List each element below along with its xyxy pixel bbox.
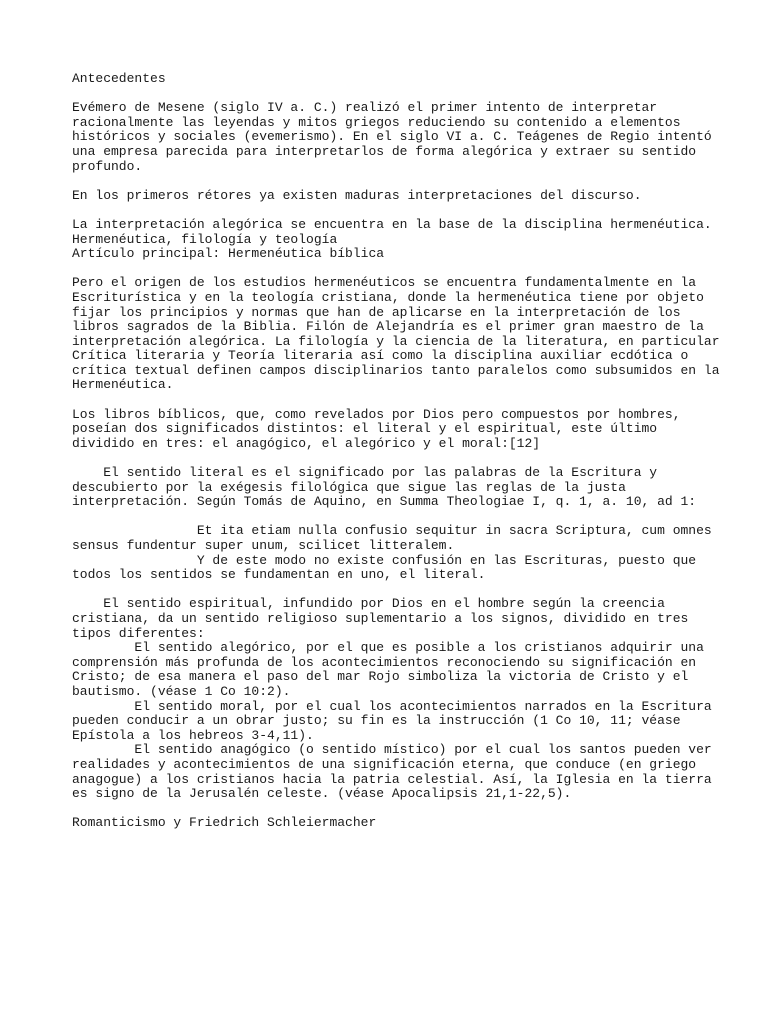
text-line: El sentido alegórico, por el que es posible a los cristianos adquirir una: [72, 640, 704, 656]
text-line: realidades y acontecimientos de una significación eterna, que conduce (en griego: [72, 756, 697, 772]
paragraph-evemero: [72, 101, 712, 174]
text-line: Cristo; de esa manera el paso del mar Rojo simboliza la victoria de Cristo y el: [72, 669, 689, 685]
section-heading-antecedentes: Antecedentes: [72, 71, 166, 86]
text-line: es signo de la Jerusalén celeste. (véase Apocalipsis 21,1-22,5).: [72, 786, 572, 802]
paragraph-origen: [72, 275, 720, 393]
text-line: interpretación. Según Tomás de Aquino, en Summa Theologiae I, q. 1, a. 10, ad 1:: [72, 494, 697, 510]
document-page: [72, 71, 720, 831]
text-line: cristiana, da un sentido religioso suplementario a los signos, dividido en tres: [72, 610, 689, 626]
paragraph-sentido-literal: [72, 466, 712, 510]
paragraph-sentido-espiritual: [72, 597, 712, 641]
blank-line: [72, 510, 712, 525]
text-line: El sentido espiritual, infundido por Dios en el hombre según la creencia: [72, 596, 665, 612]
text-line: profundo.: [72, 158, 143, 174]
text-line: comprensión más profunda de los acontecimientos reconociendo su significación en: [72, 654, 697, 670]
blank-line: [72, 802, 712, 817]
paragraph-sentido-alegorico: [72, 641, 712, 699]
text-line: tipos diferentes:: [72, 625, 205, 641]
blank-line: [72, 87, 712, 102]
section-heading-hermeneutica: Hermenéutica, filología y teología: [72, 231, 338, 247]
text-line: una empresa parecida para interpretarlos de forma alegórica y extraer su sentido: [72, 143, 697, 159]
blank-line: [72, 262, 712, 277]
section-heading-romanticismo: Romanticismo y Friedrich Schleiermacher: [72, 815, 377, 831]
text-line: Et ita etiam nulla confusio sequitur in sacra Scriptura, cum omnes: [72, 523, 712, 539]
text-line: todos los sentidos se fundamentan en uno, el literal.: [72, 567, 486, 583]
text-line: bautismo. (véase 1 Co 10:2).: [72, 683, 291, 699]
text-line: anagogue) a los cristianos hacia la patria celestial. Así, la Iglesia en la tierra: [72, 771, 712, 787]
text-line: Crítica literaria y Teoría literaria así como la disciplina auxiliar ecdótica o: [72, 348, 689, 364]
text-line: sensus fundentur super unum, scilicet litteralem.: [72, 538, 455, 553]
text-line: crítica textual definen campos disciplinarios tanto paralelos como subsumidos en la: [72, 362, 720, 378]
text-line: El sentido literal es el significado por las palabras de la Escritura y: [72, 465, 658, 481]
text-line: Los libros bíblicos, que, como revelados por Dios pero compuestos por hombres,: [72, 406, 681, 422]
text-line: poseían dos significados distintos: el literal y el espiritual, este último: [72, 421, 658, 437]
blank-line: [72, 583, 712, 598]
paragraph-alegorica: La interpretación alegórica se encuentra en la base de la disciplina hermenéutica.: [72, 216, 712, 232]
text-line: Pero el origen de los estudios hermenéuticos se encuentra fundamentalmente en la: [72, 275, 697, 291]
text-line: Y de este modo no existe confusión en las Escrituras, puesto que: [72, 552, 697, 568]
paragraph-libros-biblicos: [72, 408, 712, 452]
main-article-link: Artículo principal: Hermenéutica bíblica: [72, 246, 385, 262]
text-line: Epístola a los hebreos 3-4,11).: [72, 727, 314, 743]
text-line: descubierto por la exégesis filológica que sigue las reglas de la justa: [72, 479, 626, 495]
text-line: racionalmente las leyendas y mitos griegos reduciendo su contenido a elementos: [72, 114, 681, 130]
text-line: Escriturística y en la teología cristiana, donde la hermenéutica tiene por objeto: [72, 289, 704, 305]
paragraph-sentido-moral: [72, 700, 712, 744]
text-line: Hermenéutica.: [72, 377, 174, 393]
text-line: El sentido moral, por el cual los acontecimientos narrados en la Escritura: [72, 698, 712, 714]
text-line: pueden conducir a un obrar justo; su fin es la instrucción (1 Co 10, 11; véase: [72, 713, 681, 729]
text-line: fijar los principios y normas que han de aplicarse en la interpretación de los: [72, 304, 681, 320]
blank-line: [72, 451, 712, 466]
text-line: libros sagrados de la Biblia. Filón de Alejandría es el primer gran maestro de la: [72, 319, 704, 335]
blank-line: [72, 174, 712, 189]
blank-line: [72, 393, 712, 408]
text-line: interpretación alegórica. La filología y la ciencia de la literatura, en particular: [72, 333, 720, 349]
text-line: El sentido anagógico (o sentido místico) por el cual los santos pueden ver: [72, 742, 712, 758]
quote-spanish: [72, 554, 712, 583]
quote-latin: [72, 524, 712, 553]
text-line: dividido en tres: el anagógico, el alegórico y el moral:[12]: [72, 435, 541, 451]
text-line: históricos y sociales (evemerismo). En el siglo VI a. C. Teágenes de Regio intentó: [72, 129, 712, 145]
paragraph-sentido-anagogico: [72, 743, 712, 801]
blank-line: [72, 203, 712, 218]
paragraph-retores: En los primeros rétores ya existen maduras interpretaciones del discurso.: [72, 187, 642, 203]
text-line: Evémero de Mesene (siglo IV a. C.) realizó el primer intento de interpretar: [72, 100, 658, 116]
